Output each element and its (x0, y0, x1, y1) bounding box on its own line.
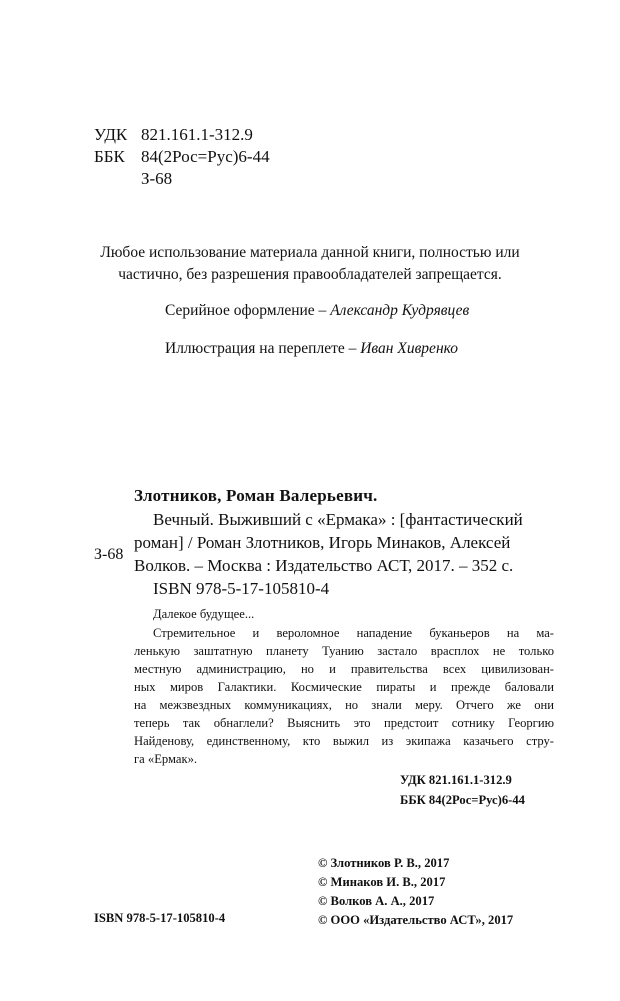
illustration-credit (165, 340, 458, 358)
bottom-isbn: ISBN 978-5-17-105810-4 (94, 911, 226, 925)
udk-label: УДК (94, 125, 128, 144)
bib-line-3: Волков. – Москва : Издательство АСТ, 2017. – 352 с. (134, 556, 514, 575)
annotation-line: ленькую заштатную планету Туанию застало врасплох не только (134, 644, 554, 658)
bib-line-1: Вечный. Выживший с «Ермака» : [фантастический (153, 510, 523, 529)
author-sign: З-68 (141, 169, 173, 188)
footer-bbk: ББК 84(2Рос=Рус)6-44 (400, 793, 525, 807)
series-design-label: Серийное оформление – (165, 302, 327, 319)
annotation-line: ных миров Галактики. Космические пираты и прежде баловали (134, 680, 554, 694)
annotation-line: Стремительное и вероломное нападение буканьеров на ма- (153, 626, 554, 640)
annotation-line: на межзвездных коммуникациях, но знали меру. Отчего же они (134, 698, 554, 712)
annotation-line: га «Ермак». (134, 752, 198, 766)
annotation-text (134, 624, 554, 768)
annotation-line: местную администрацию, но и правительства всех цивилизован- (134, 662, 554, 676)
copyright-line: © Волков А. А., 2017 (318, 894, 435, 908)
copyright-line: © Злотников Р. В., 2017 (318, 856, 450, 870)
rights-notice-line-2: частично, без разрешения правообладателей запрещается. (118, 266, 502, 283)
copyright-line: © Минаков И. В., 2017 (318, 875, 446, 889)
bib-isbn: ISBN 978-5-17-105810-4 (153, 579, 330, 598)
annotation-intro: Далекое будущее... (153, 607, 255, 621)
annotation-line: теперь так обнаглели? Выяснить это предстоит сотнику Георгию (134, 716, 554, 730)
annotation-line: Найденову, единственному, кто выжил из экипажа казачьего стру- (134, 734, 554, 748)
udk-value: 821.161.1-312.9 (141, 125, 253, 144)
series-designer-name: Александр Кудрявцев (330, 302, 470, 319)
bbk-label: ББК (94, 147, 125, 166)
illustration-label: Иллюстрация на переплете – (165, 340, 357, 357)
bib-line-2: роман] / Роман Злотников, Игорь Минаков, Алексей (134, 533, 511, 552)
series-design-credit (165, 302, 469, 320)
copyright-line: © ООО «Издательство АСТ», 2017 (318, 913, 514, 927)
copyright-block (318, 854, 513, 930)
author-heading: Злотников, Роман Валерьевич. (134, 486, 378, 505)
bbk-value: 84(2Рос=Рус)6-44 (141, 147, 270, 166)
rights-notice-line-1: Любое использование материала данной книги, полностью или (100, 244, 520, 261)
illustrator-name: Иван Хивренко (360, 340, 459, 357)
footer-udk: УДК 821.161.1-312.9 (400, 773, 512, 787)
side-author-sign: З-68 (94, 546, 124, 563)
